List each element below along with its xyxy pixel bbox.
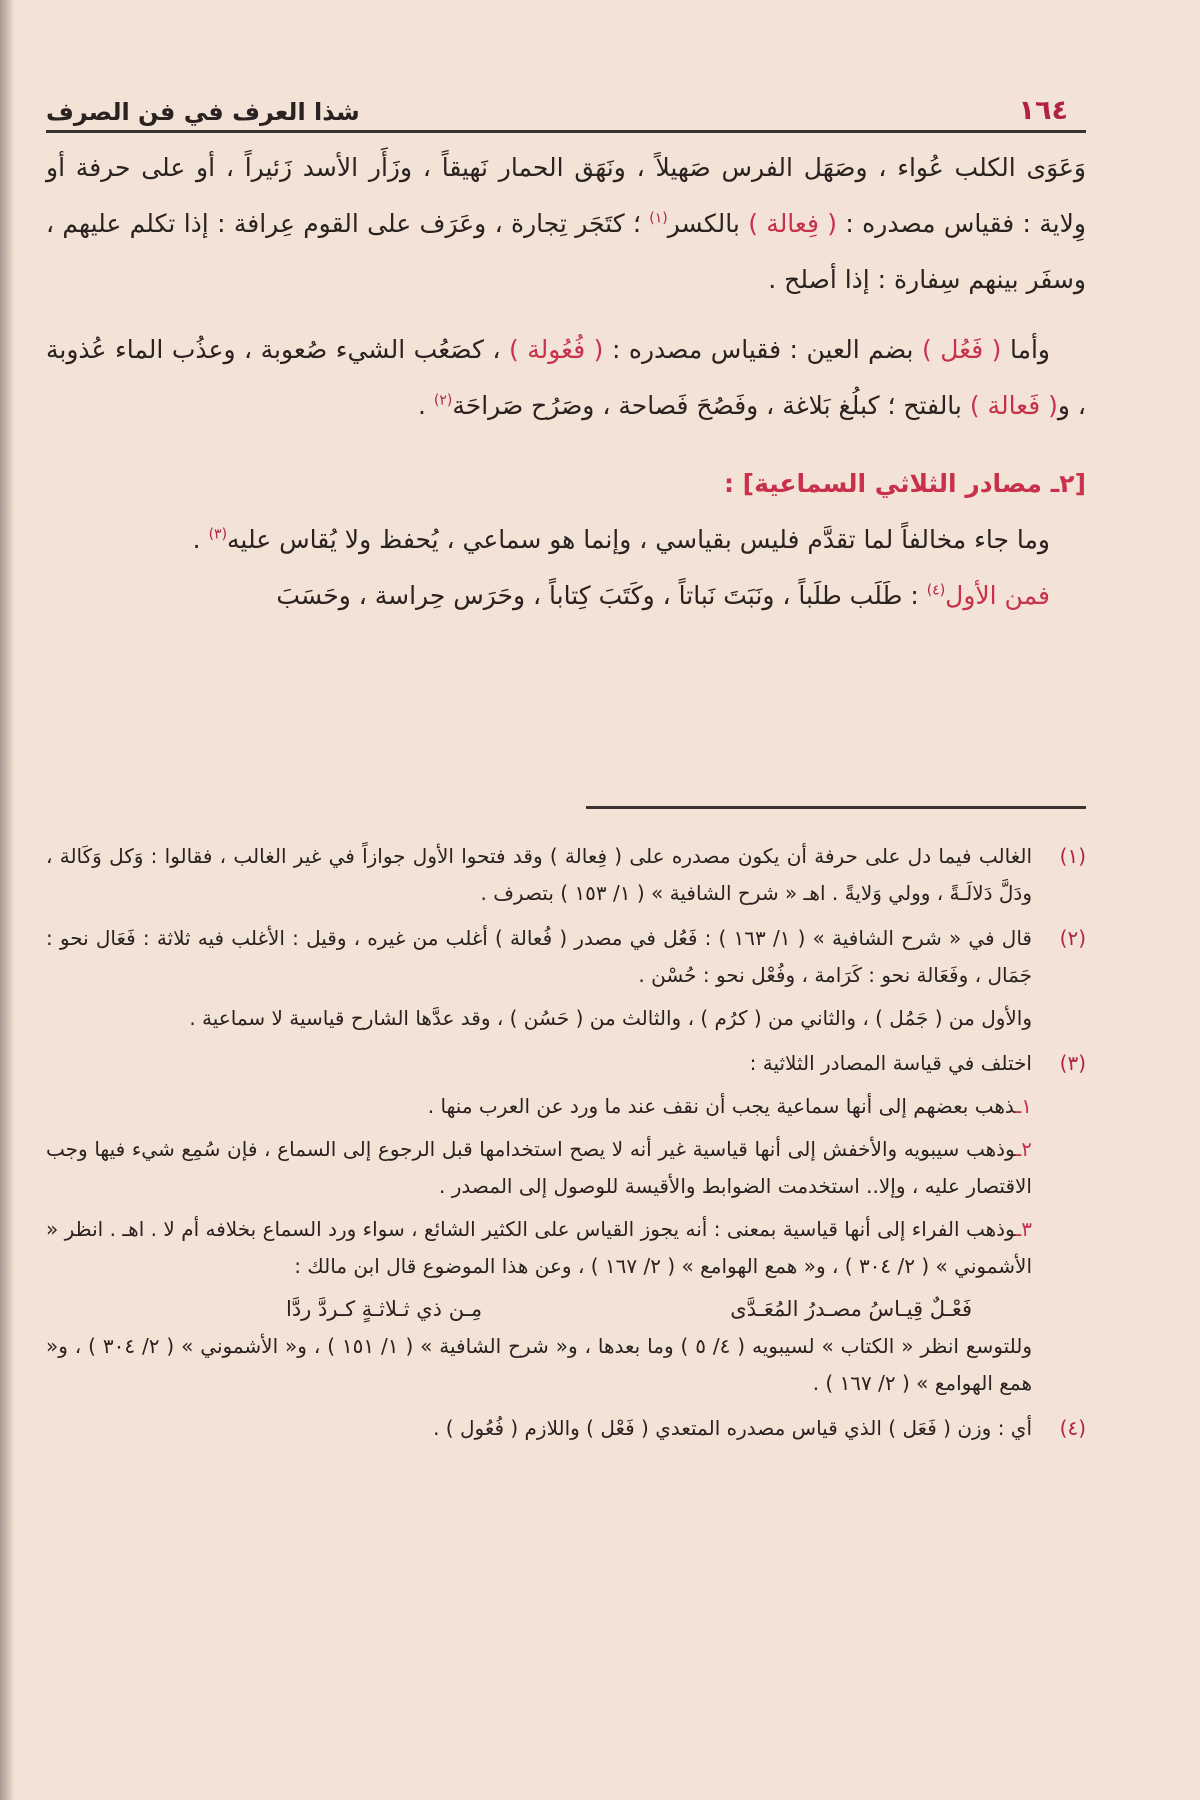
footnote-number: (٣)	[1059, 1051, 1086, 1075]
footnote-ref: (١)	[649, 210, 668, 227]
footnote-body	[46, 838, 1032, 912]
footnote-list-item	[46, 1211, 1032, 1285]
text-run: : طَلَب طلَباً ، ونَبَتَ نَباتاً ، وكَتَبَ كِتاباً ، وحَرَس حِراسة ، وحَسَبَ	[276, 581, 927, 610]
highlighted-term: ( فَعُل )	[921, 335, 1002, 364]
footnote-text: الغالب فيما دل على حرفة أن يكون مصدره على ( فِعالة ) وقد فتحوا الأول جوازاً في غير الغالب ، فقالوا : وَكل وَكَالة ، ودَلَّ دَلالَـةً ، وولي وَلايةً . اهـ « شرح الشافية » ( ١/ ١٥٣ ) بتصرف .	[46, 844, 1032, 905]
list-text: وذهب سيبويه والأخفش إلى أنها قياسية غير أنه لا يصح استخدامها قبل الرجوع إلى السماع ، فإن سُمِع شيء فيها وجب الاقتصار عليه ، وإلا.. استخدمت الضوابط والأقيسة للوصول إلى المصدر .	[46, 1137, 1032, 1198]
paragraph	[46, 322, 1086, 434]
highlighted-term: ( فَعالة )	[969, 391, 1058, 420]
footnotes	[46, 838, 1086, 1455]
text-run: وَعَوَى الكلب عُواء ، وصَهَل الفرس صَهيلاً ، ونَهَق الحمار نَهيقاً ، وزَأَر الأسد زَئيراً ، أو على حرفة أو وِلاية : فقياس مصدره :	[46, 153, 1086, 238]
footnote-text: والأول من ( جَمُل ) ، والثاني من ( كرُم ) ، والثالث من ( حَسُن ) ، وقد عدَّها الشارح قياسية لا سماعية .	[189, 1006, 1032, 1030]
footnote-body	[46, 1045, 1032, 1402]
footnote-text: وللتوسع انظر « الكتاب » لسيبويه ( ٤/ ٥ ) وما بعدها ، و« شرح الشافية » ( ١/ ١٥١ ) ، و« الأشموني » ( ٢/ ٣٠٤ ) ، و« همع الهوامع » ( ٢/ ١٦٧ ) .	[46, 1334, 1032, 1395]
page-gutter-shadow	[0, 0, 14, 1800]
text-run: .	[192, 525, 209, 554]
footnote-body	[46, 1410, 1032, 1447]
footnote	[46, 1410, 1086, 1447]
footnote-body	[46, 920, 1032, 1037]
footnote	[46, 1045, 1086, 1402]
text-run: بالفتح ؛ كبلُغ بَلاغة ، وفَصُحَ فَصاحة ، وصَرُح صَراحَة	[452, 391, 970, 420]
page-header	[46, 86, 1086, 126]
poetry-verse	[46, 1291, 1032, 1328]
footnote	[46, 838, 1086, 912]
text-run: .	[418, 391, 434, 420]
highlighted-term: ( فِعالة )	[748, 209, 838, 238]
list-text: ذهب بعضهم إلى أنها سماعية يجب أن نقف عند ما ورد عن العرب منها .	[427, 1094, 1016, 1118]
header-rule	[46, 130, 1086, 133]
footnote-list-item	[46, 1131, 1032, 1205]
main-text	[46, 140, 1086, 624]
list-marker: ١ـ	[1015, 1094, 1032, 1118]
text-run: بالكسر	[667, 209, 749, 238]
footnote-number: (٢)	[1059, 926, 1086, 950]
list-text: وذهب الفراء إلى أنها قياسية بمعنى : أنه يجوز القياس على الكثير الشائع ، سواء ورد السماع بخلافه أم لا . اهـ . انظر « الأشموني » ( ٢/ ٣٠٤ ) ، و« همع الهوامع » ( ٢/ ١٦٧ ) ، وعن هذا الموضوع قال ابن مالك :	[46, 1217, 1032, 1278]
footnote-ref: (٣)	[208, 526, 228, 543]
footnote	[46, 920, 1086, 1037]
book-page	[46, 0, 1086, 1800]
footnote-number: (٤)	[1059, 1416, 1086, 1440]
paragraph-group-1	[46, 140, 1086, 434]
highlighted-term: فمن الأول	[945, 581, 1050, 610]
list-marker: ٣ـ	[1015, 1217, 1032, 1241]
highlighted-term: ( فُعُولة )	[508, 335, 604, 364]
footnote-text: اختلف في قياسة المصادر الثلاثية :	[749, 1051, 1032, 1075]
footnote-text: قال في « شرح الشافية » ( ١/ ١٦٣ ) : فَعُل في مصدر ( فُعالة ) أغلب من غيره ، وقيل : الأغلب فيه ثلاثة : فَعَال نحو : جَمَال ، وفَعَالة نحو : كَرَامة ، وفُعْل نحو : حُسْن .	[46, 926, 1032, 987]
text-run: بضم العين : فقياس مصدره :	[603, 335, 922, 364]
section-heading: [٢ـ مصادر الثلاثي السماعية] :	[723, 469, 1086, 498]
text-run: وأما	[1001, 335, 1050, 364]
footnote-ref: (٢)	[433, 392, 453, 409]
footnote-ref: (٤)	[926, 582, 946, 599]
paragraph	[46, 568, 1086, 624]
paragraph	[46, 512, 1086, 568]
page-number: ١٦٤	[1018, 95, 1068, 126]
text-run: ؛ كتَجَر تِجارة ، وعَرَف على القوم عِرافة : إذا تكلم عليهم ، وسفَر بينهم سِفارة : إذا أصلح .	[46, 209, 1086, 294]
paragraph	[46, 140, 1086, 308]
verse-second-hemistich: مِـن ذي ثـلاثـةٍ كـردَّ ردَّا	[286, 1297, 483, 1321]
footnote-list-item	[46, 1088, 1032, 1125]
list-marker: ٢ـ	[1015, 1137, 1032, 1161]
footnote-text: أي : وزن ( فَعَل ) الذي قياس مصدره المتعدي ( فَعْل ) واللازم ( فُعُول ) .	[433, 1416, 1032, 1440]
paragraph-group-2	[46, 512, 1086, 624]
footnote-number: (١)	[1059, 844, 1086, 868]
running-title: شذا العرف في فن الصرف	[46, 98, 360, 126]
verse-first-hemistich: فَعْـلٌ قِيـاسُ مصـدرُ المُعَـدَّى	[730, 1297, 972, 1321]
text-run: وما جاء مخالفاً لما تقدَّم فليس بقياسي ، وإنما هو سماعي ، يُحفظ ولا يُقاس عليه	[227, 525, 1050, 554]
footnote-rule	[586, 806, 1086, 809]
text-run: ، كصَعُب الشيء صُعوبة ، وعذُب الماء عُذوبة ، و	[46, 335, 1086, 420]
